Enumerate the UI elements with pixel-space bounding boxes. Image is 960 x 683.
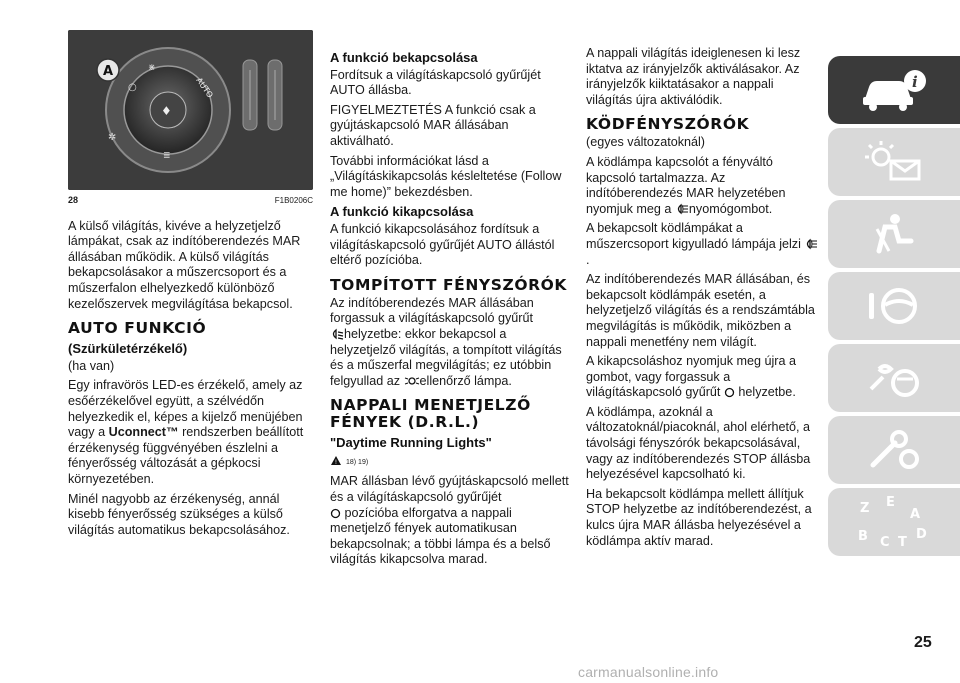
svg-text:Z: Z [860, 501, 870, 516]
figure-code: F1B0206C [274, 196, 313, 205]
tab-safety[interactable] [828, 200, 960, 268]
svg-text:D: D [916, 527, 927, 542]
svg-text:⋇: ⋇ [148, 63, 156, 73]
activate-heading: A funkció bekapcsolása [330, 50, 478, 65]
svg-text:○: ○ [128, 82, 137, 93]
tools-icon [859, 427, 929, 473]
tab-maintenance[interactable] [828, 416, 960, 484]
auto-function-heading: AUTO FUNKCIÓ [68, 319, 207, 338]
wrench-car-icon [859, 355, 929, 401]
steering-wheel-icon [859, 283, 929, 329]
fog-paragraph-4: A kikapcsoláshoz nyomjuk meg újra a gombot, vagy forgassuk a világításkapcsoló gyűrűt helyzetbe. [586, 354, 796, 400]
fog-variant-note: (egyes változatoknál) [586, 135, 706, 150]
warning-triangle-icon [330, 455, 342, 466]
fog-light-indicator-icon [804, 238, 818, 250]
figure-caption [68, 193, 313, 209]
variant-note: (ha van) [68, 358, 115, 373]
tab-index[interactable] [828, 488, 960, 556]
svg-text:i: i [912, 73, 918, 91]
tab-emergency[interactable] [828, 344, 960, 412]
figure-number: 28 [68, 195, 79, 205]
svg-text:C: C [880, 535, 890, 550]
fog-paragraph-6: Ha bekapcsolt ködlámpa mellett állítjuk STOP helyzetbe az indítóberendezést, a kulcs újra MAR állásba helyezésével a ködlámpa aktív marad. [586, 486, 812, 548]
deactivate-text: A funkció kikapcsolásához fordítsuk a világításkapcsoló gyűrűjét AUTO állástól eltérő pozícióba. [330, 221, 555, 268]
page-number: 25 [914, 634, 932, 651]
svg-text:✲: ✲ [108, 132, 117, 143]
dipped-beam-text: Az indítóberendezés MAR állásában forgassuk a világításkapcsoló gyűrűt helyzetbe: ekkor bekapcsol a helyzetjelző világítás, a tompított világítás és a műszerfal megvilágítás; ez utóbbin felgyullad az ellenőrző lámpa. [330, 295, 562, 388]
svg-text:E: E [886, 495, 895, 510]
off-position-icon [724, 387, 735, 398]
drl-heading: NAPPALI MENETJELZŐ FÉNYEK (D.R.L.) [330, 396, 531, 432]
fog-paragraph-3: Az indítóberendezés MAR állásában, és bekapcsolt ködlámpák esetén, a helyzetjelző világítás és a rendszámtábla megvilágítás is működik, miközben a nappali menetfény nem világít. [586, 272, 815, 349]
warning-lights-icon [859, 139, 929, 185]
tab-warning-lights[interactable] [828, 128, 960, 196]
fog-paragraph-5: A ködlámpa, azoknál a változatoknál/piacoknál, ahol elérhető, a távolsági fényszórók bekapcsolásával, vagy az indítóberendezés STOP állásba helyezésével kapcsolható ki. [586, 404, 811, 482]
intro-paragraph: A külső világítás, kivéve a helyzetjelző lámpákat, csak az indítóberendezés MAR állásában működik. A külső világítás bekapcsolásakor a műszercsoport és a műszerfalon elhelyezkedő különböző kezelőszervek megvilágítása bekapcsol. [68, 218, 301, 311]
fog-paragraph-1: A ködlámpa kapcsolót a fényváltó kapcsoló tartalmazza. Az indítóberendezés MAR helyzetében nyomjuk meg a nyomógombot. [586, 154, 786, 216]
tab-driving[interactable] [828, 272, 960, 340]
tab-car-info[interactable] [828, 56, 960, 124]
column-2 [330, 46, 575, 572]
auto-function-subheading: (Szürkületérzékelő) [68, 341, 188, 357]
sensitivity-paragraph: Minél nagyobb az érzékenység, annál kisebb fényerősség szükséges a külső világítás automatikus bekapcsolásához. [68, 491, 290, 537]
column-3 [586, 46, 821, 553]
svg-text:♦: ♦ [161, 104, 172, 118]
dipped-beam-heading: TOMPÍTOTT FÉNYSZÓRÓK [330, 275, 568, 294]
sensor-paragraph: Egy infravörös LED-es érzékelő, amely az esőérzékelővel együtt, a szélvédőn helyezkedik el, képes a kijelző menüjében vagy a Uconnect™ rendszerben beállított érzékenység függvényében észlelni a fényerősség változását a gépkocsi környezetében. [68, 378, 304, 486]
drl-text: MAR állásban lévő gyújtáskapcsoló mellett és a világításkapcsoló gyűrűjét pozícióba elforgatva a nappali menetjelző fények automatikusan bekapcsolnak; a többi lámpa és a belső világítás kikapcsolva marad. [330, 474, 569, 567]
deactivate-heading: A funkció kikapcsolása [330, 204, 474, 220]
svg-text:≣: ≣ [163, 151, 171, 161]
car-info-icon [859, 67, 929, 113]
off-position-icon [330, 508, 341, 519]
svg-text:B: B [858, 529, 868, 544]
drl-refs-line [330, 453, 575, 471]
dipped-beam-icon [330, 328, 344, 340]
warning-text: FIGYELMEZTETÉS A funkció csak a gyújtáskapcsoló MAR állásában aktiválható. [330, 102, 536, 148]
activate-text: Fordítsuk a világításkapcsoló gyűrűjét AUTO állásba. [330, 67, 541, 98]
fog-paragraph-2: A bekapcsolt ködlámpákat a műszercsoport kigyulladó lámpája jelzi . [586, 221, 821, 268]
column-1 [68, 30, 313, 542]
uconnect-brand: Uconnect™ [108, 425, 179, 440]
drl-references: 18) 19) [346, 458, 369, 466]
airbag-seat-icon [859, 211, 929, 257]
position-light-icon [404, 375, 420, 387]
watermark-text[interactable]: carmanualsonline.info [578, 664, 719, 680]
svg-text:A: A [910, 507, 921, 522]
light-switch-figure [68, 30, 313, 190]
callout-a-label: A [103, 64, 114, 79]
svg-text:T: T [898, 535, 907, 550]
svg-text:!: ! [334, 458, 338, 466]
drl-subheading: "Daytime Running Lights" [330, 435, 492, 451]
drl-continuation: A nappali világítás ideiglenesen ki lesz iktatva az irányjelzők aktiválásakor. Az irányjelzők kiiktatásakor a nappali világítás újra aktiválódik. [586, 46, 801, 107]
fog-light-button-icon [675, 203, 689, 215]
fog-lights-heading: KÖDFÉNYSZÓRÓK [586, 115, 750, 134]
index-icon [854, 494, 934, 550]
chapter-sidebar [828, 56, 960, 560]
info-text: További információkat lásd a „Világításkikapcsolás késleltetése (Follow me home)” bekezdésben. [330, 153, 562, 199]
dial-auto-label: AUTO [194, 75, 215, 100]
light-switch-illustration [68, 30, 313, 190]
